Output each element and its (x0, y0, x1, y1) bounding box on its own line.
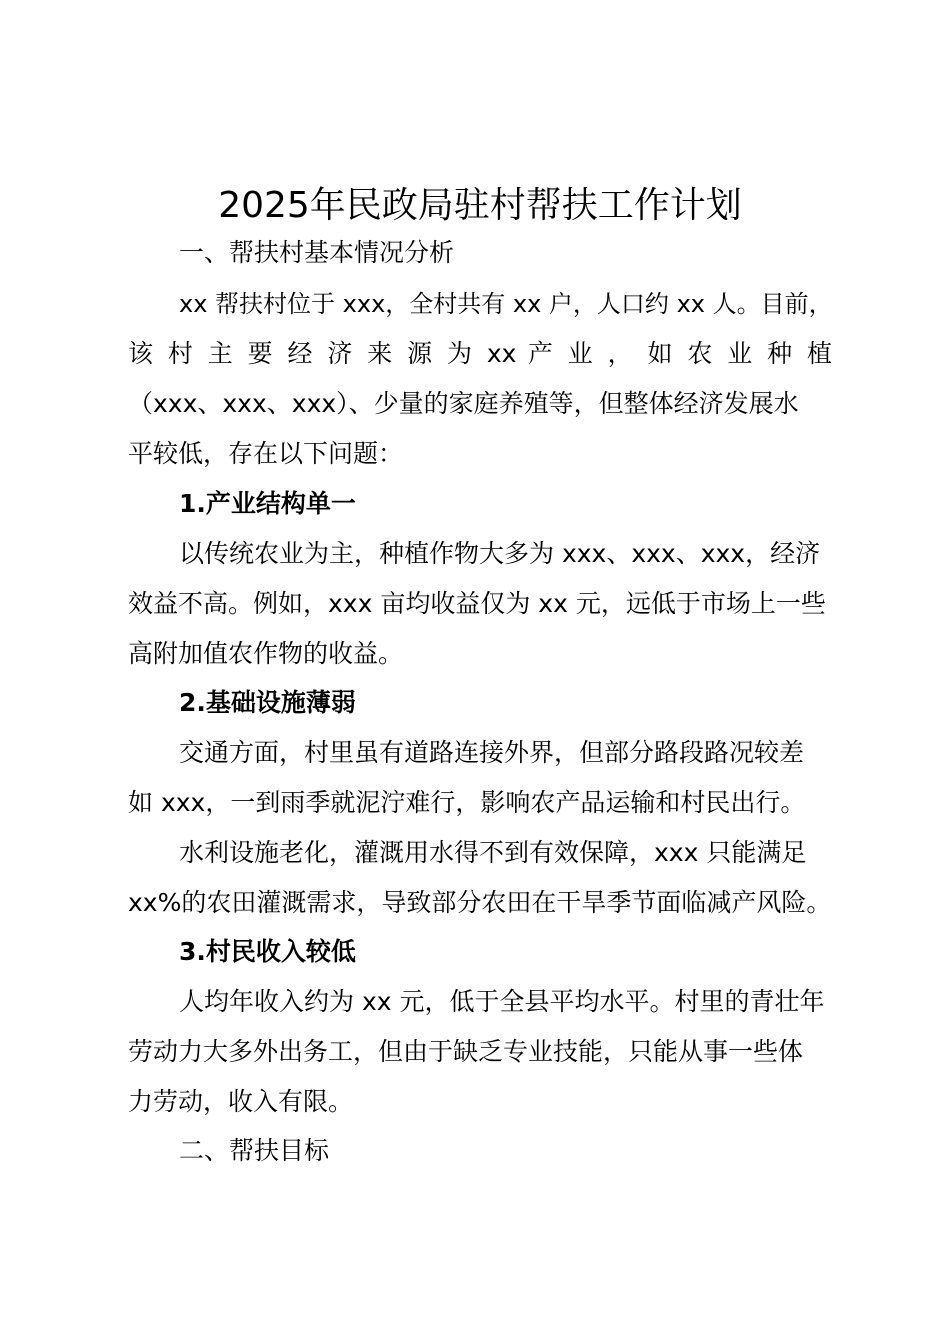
issue-3-line-3: 力劳动，收入有限。 (128, 1087, 354, 1116)
document-title: 2025年民政局驻村帮扶工作计划 (218, 185, 742, 226)
intro-line-2: 该 村 主 要 经 济 来 源 为 xx 产 业 ， 如 农 业 种 植 (128, 339, 832, 368)
intro-line-1: xx 帮扶村位于 xxx，全村共有 xx 户，人口约 xx 人。目前， (179, 290, 833, 318)
section-2-heading: 二、帮扶目标 (179, 1136, 330, 1165)
issue-1-heading: 1.产业结构单一 (179, 489, 356, 518)
issue-2-p2-line-2: xx%的农田灌溉需求，导致部分农田在干旱季节面临减产风险。 (128, 888, 832, 917)
issue-2-heading: 2.基础设施薄弱 (179, 688, 356, 717)
issue-2-p1-line-1: 交通方面，村里虽有道路连接外界，但部分路段路况较差 (179, 738, 805, 767)
issue-3-line-1: 人均年收入约为 xx 元，低于全县平均水平。村里的青壮年 (179, 987, 825, 1016)
intro-line-4: 平较低，存在以下问题： (128, 439, 404, 468)
issue-1-line-2: 效益不高。例如，xxx 亩均收益仅为 xx 元，远低于市场上一些 (128, 589, 826, 618)
issue-2-p2-line-1: 水利设施老化，灌溉用水得不到有效保障，xxx 只能满足 (179, 838, 807, 867)
issue-1-line-1: 以传统农业为主，种植作物大多为 xxx、xxx、xxx，经济 (179, 539, 821, 568)
issue-1-line-3: 高附加值农作物的收益。 (128, 639, 404, 668)
issue-3-heading: 3.村民收入较低 (179, 937, 356, 966)
issue-2-p1-line-2: 如 xxx，一到雨季就泥泞难行，影响农产品运输和村民出行。 (128, 788, 806, 817)
section-1-heading: 一、帮扶村基本情况分析 (179, 238, 455, 267)
issue-3-line-2: 劳动力大多外出务工，但由于缺乏专业技能，只能从事一些体 (128, 1037, 804, 1066)
intro-line-3: （xxx、xxx、xxx）、少量的家庭养殖等，但整体经济发展水 (128, 389, 799, 418)
